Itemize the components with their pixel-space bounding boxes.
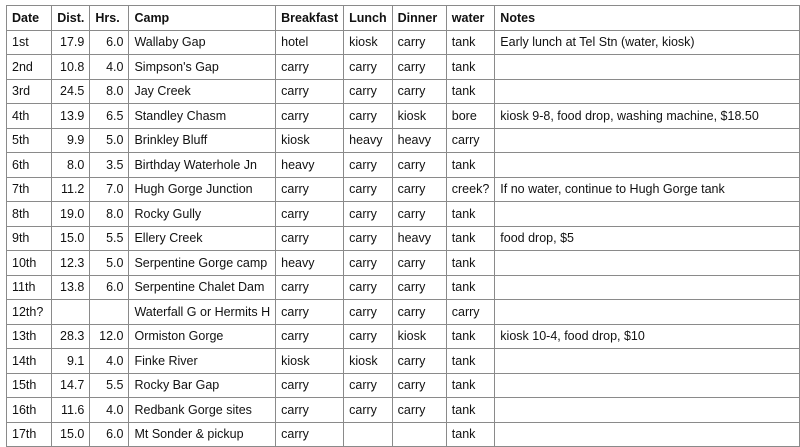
cell-date: 5th: [7, 128, 52, 153]
cell-camp: Simpson's Gap: [129, 55, 276, 80]
cell-hrs: 6.0: [90, 275, 129, 300]
cell-dist: 8.0: [52, 153, 90, 178]
header-camp: Camp: [129, 6, 276, 31]
cell-notes: [495, 202, 800, 227]
cell-water: tank: [446, 251, 495, 276]
cell-date: 14th: [7, 349, 52, 374]
cell-breakfast: carry: [276, 300, 344, 325]
cell-lunch: carry: [344, 104, 393, 129]
cell-dist: 10.8: [52, 55, 90, 80]
cell-notes: [495, 275, 800, 300]
cell-camp: Birthday Waterhole Jn: [129, 153, 276, 178]
cell-date: 10th: [7, 251, 52, 276]
header-hrs: Hrs.: [90, 6, 129, 31]
cell-hrs: 6.0: [90, 422, 129, 447]
table-row: [7, 349, 800, 374]
cell-notes: kiosk 10-4, food drop, $10: [495, 324, 800, 349]
cell-lunch: heavy: [344, 128, 393, 153]
header-dinner: Dinner: [392, 6, 446, 31]
table-row: [7, 300, 800, 325]
cell-dist: 19.0: [52, 202, 90, 227]
header-date: Date: [7, 6, 52, 31]
cell-date: 13th: [7, 324, 52, 349]
cell-lunch: carry: [344, 275, 393, 300]
cell-hrs: 5.5: [90, 373, 129, 398]
cell-camp: Wallaby Gap: [129, 30, 276, 55]
cell-date: 17th: [7, 422, 52, 447]
cell-notes: [495, 373, 800, 398]
cell-camp: Serpentine Gorge camp: [129, 251, 276, 276]
cell-lunch: carry: [344, 202, 393, 227]
cell-camp: Standley Chasm: [129, 104, 276, 129]
cell-dinner: carry: [392, 349, 446, 374]
cell-lunch: carry: [344, 79, 393, 104]
cell-dinner: carry: [392, 79, 446, 104]
itinerary-table: [6, 5, 800, 447]
cell-hrs: 5.0: [90, 128, 129, 153]
cell-dinner: heavy: [392, 226, 446, 251]
cell-dist: 13.9: [52, 104, 90, 129]
cell-dist: 11.2: [52, 177, 90, 202]
cell-camp: Jay Creek: [129, 79, 276, 104]
cell-camp: Brinkley Bluff: [129, 128, 276, 153]
cell-lunch: [344, 422, 393, 447]
cell-lunch: carry: [344, 177, 393, 202]
table-row: [7, 177, 800, 202]
cell-date: 11th: [7, 275, 52, 300]
cell-breakfast: hotel: [276, 30, 344, 55]
cell-notes: kiosk 9-8, food drop, washing machine, $18.50: [495, 104, 800, 129]
cell-date: 7th: [7, 177, 52, 202]
cell-date: 9th: [7, 226, 52, 251]
cell-water: tank: [446, 202, 495, 227]
cell-water: bore: [446, 104, 495, 129]
cell-dist: 17.9: [52, 30, 90, 55]
cell-dinner: carry: [392, 153, 446, 178]
header-notes: Notes: [495, 6, 800, 31]
cell-dinner: carry: [392, 275, 446, 300]
table-row: [7, 251, 800, 276]
cell-camp: Rocky Gully: [129, 202, 276, 227]
cell-notes: [495, 349, 800, 374]
cell-hrs: 6.5: [90, 104, 129, 129]
cell-lunch: carry: [344, 153, 393, 178]
cell-dinner: heavy: [392, 128, 446, 153]
cell-dist: 15.0: [52, 422, 90, 447]
header-breakfast: Breakfast: [276, 6, 344, 31]
table-row: [7, 373, 800, 398]
header-dist: Dist.: [52, 6, 90, 31]
cell-lunch: carry: [344, 55, 393, 80]
table-row: [7, 422, 800, 447]
cell-notes: [495, 300, 800, 325]
cell-dinner: carry: [392, 398, 446, 423]
table-row: [7, 226, 800, 251]
table-row: [7, 153, 800, 178]
cell-notes: food drop, $5: [495, 226, 800, 251]
cell-lunch: kiosk: [344, 30, 393, 55]
cell-hrs: 5.0: [90, 251, 129, 276]
table-row: [7, 324, 800, 349]
cell-camp: Mt Sonder & pickup: [129, 422, 276, 447]
table-body: [7, 30, 800, 447]
cell-hrs: 6.0: [90, 30, 129, 55]
cell-breakfast: carry: [276, 398, 344, 423]
cell-hrs: 12.0: [90, 324, 129, 349]
cell-water: carry: [446, 128, 495, 153]
cell-breakfast: carry: [276, 55, 344, 80]
cell-dinner: carry: [392, 373, 446, 398]
cell-breakfast: heavy: [276, 153, 344, 178]
cell-dist: 12.3: [52, 251, 90, 276]
cell-hrs: 3.5: [90, 153, 129, 178]
cell-notes: [495, 251, 800, 276]
cell-water: tank: [446, 55, 495, 80]
cell-date: 8th: [7, 202, 52, 227]
cell-water: tank: [446, 79, 495, 104]
table-row: [7, 30, 800, 55]
cell-dist: 9.9: [52, 128, 90, 153]
cell-dist: 14.7: [52, 373, 90, 398]
cell-hrs: 4.0: [90, 398, 129, 423]
cell-notes: [495, 398, 800, 423]
cell-dinner: kiosk: [392, 104, 446, 129]
cell-camp: Hugh Gorge Junction: [129, 177, 276, 202]
cell-date: 4th: [7, 104, 52, 129]
cell-lunch: kiosk: [344, 349, 393, 374]
cell-water: tank: [446, 153, 495, 178]
cell-breakfast: carry: [276, 104, 344, 129]
cell-camp: Serpentine Chalet Dam: [129, 275, 276, 300]
cell-dinner: carry: [392, 202, 446, 227]
cell-hrs: 4.0: [90, 349, 129, 374]
cell-dist: 9.1: [52, 349, 90, 374]
header-row: [7, 6, 800, 31]
cell-water: tank: [446, 324, 495, 349]
cell-date: 16th: [7, 398, 52, 423]
table-row: [7, 398, 800, 423]
cell-breakfast: carry: [276, 275, 344, 300]
cell-camp: Finke River: [129, 349, 276, 374]
cell-camp: Waterfall G or Hermits H: [129, 300, 276, 325]
cell-breakfast: kiosk: [276, 349, 344, 374]
cell-camp: Ellery Creek: [129, 226, 276, 251]
cell-dist: 11.6: [52, 398, 90, 423]
cell-dinner: kiosk: [392, 324, 446, 349]
cell-dist: 24.5: [52, 79, 90, 104]
cell-breakfast: carry: [276, 79, 344, 104]
cell-breakfast: carry: [276, 373, 344, 398]
cell-breakfast: carry: [276, 226, 344, 251]
cell-dinner: carry: [392, 300, 446, 325]
cell-hrs: 8.0: [90, 79, 129, 104]
table-row: [7, 104, 800, 129]
cell-dinner: [392, 422, 446, 447]
cell-dinner: carry: [392, 177, 446, 202]
cell-date: 12th?: [7, 300, 52, 325]
cell-lunch: carry: [344, 398, 393, 423]
cell-dinner: carry: [392, 251, 446, 276]
cell-breakfast: carry: [276, 324, 344, 349]
cell-notes: [495, 55, 800, 80]
cell-water: creek?: [446, 177, 495, 202]
cell-dist: 28.3: [52, 324, 90, 349]
cell-dist: 15.0: [52, 226, 90, 251]
cell-water: tank: [446, 398, 495, 423]
cell-camp: Redbank Gorge sites: [129, 398, 276, 423]
cell-hrs: 4.0: [90, 55, 129, 80]
cell-lunch: carry: [344, 251, 393, 276]
cell-breakfast: carry: [276, 202, 344, 227]
cell-date: 15th: [7, 373, 52, 398]
cell-water: tank: [446, 349, 495, 374]
table-row: [7, 128, 800, 153]
cell-camp: Rocky Bar Gap: [129, 373, 276, 398]
header-lunch: Lunch: [344, 6, 393, 31]
table-row: [7, 202, 800, 227]
cell-breakfast: heavy: [276, 251, 344, 276]
cell-date: 2nd: [7, 55, 52, 80]
cell-water: tank: [446, 422, 495, 447]
cell-camp: Ormiston Gorge: [129, 324, 276, 349]
cell-dinner: carry: [392, 30, 446, 55]
cell-breakfast: kiosk: [276, 128, 344, 153]
cell-date: 6th: [7, 153, 52, 178]
cell-hrs: [90, 300, 129, 325]
cell-notes: [495, 422, 800, 447]
cell-notes: [495, 153, 800, 178]
cell-hrs: 8.0: [90, 202, 129, 227]
cell-hrs: 7.0: [90, 177, 129, 202]
cell-date: 1st: [7, 30, 52, 55]
cell-lunch: carry: [344, 226, 393, 251]
cell-water: tank: [446, 30, 495, 55]
cell-lunch: carry: [344, 324, 393, 349]
table-row: [7, 275, 800, 300]
cell-water: carry: [446, 300, 495, 325]
cell-lunch: carry: [344, 300, 393, 325]
cell-notes: [495, 79, 800, 104]
cell-water: tank: [446, 275, 495, 300]
cell-date: 3rd: [7, 79, 52, 104]
cell-notes: Early lunch at Tel Stn (water, kiosk): [495, 30, 800, 55]
cell-water: tank: [446, 226, 495, 251]
cell-water: tank: [446, 373, 495, 398]
cell-dist: 13.8: [52, 275, 90, 300]
table-row: [7, 79, 800, 104]
cell-lunch: carry: [344, 373, 393, 398]
cell-dist: [52, 300, 90, 325]
header-water: water: [446, 6, 495, 31]
cell-notes: If no water, continue to Hugh Gorge tank: [495, 177, 800, 202]
cell-notes: [495, 128, 800, 153]
cell-hrs: 5.5: [90, 226, 129, 251]
table-row: [7, 55, 800, 80]
cell-dinner: carry: [392, 55, 446, 80]
cell-breakfast: carry: [276, 422, 344, 447]
cell-breakfast: carry: [276, 177, 344, 202]
